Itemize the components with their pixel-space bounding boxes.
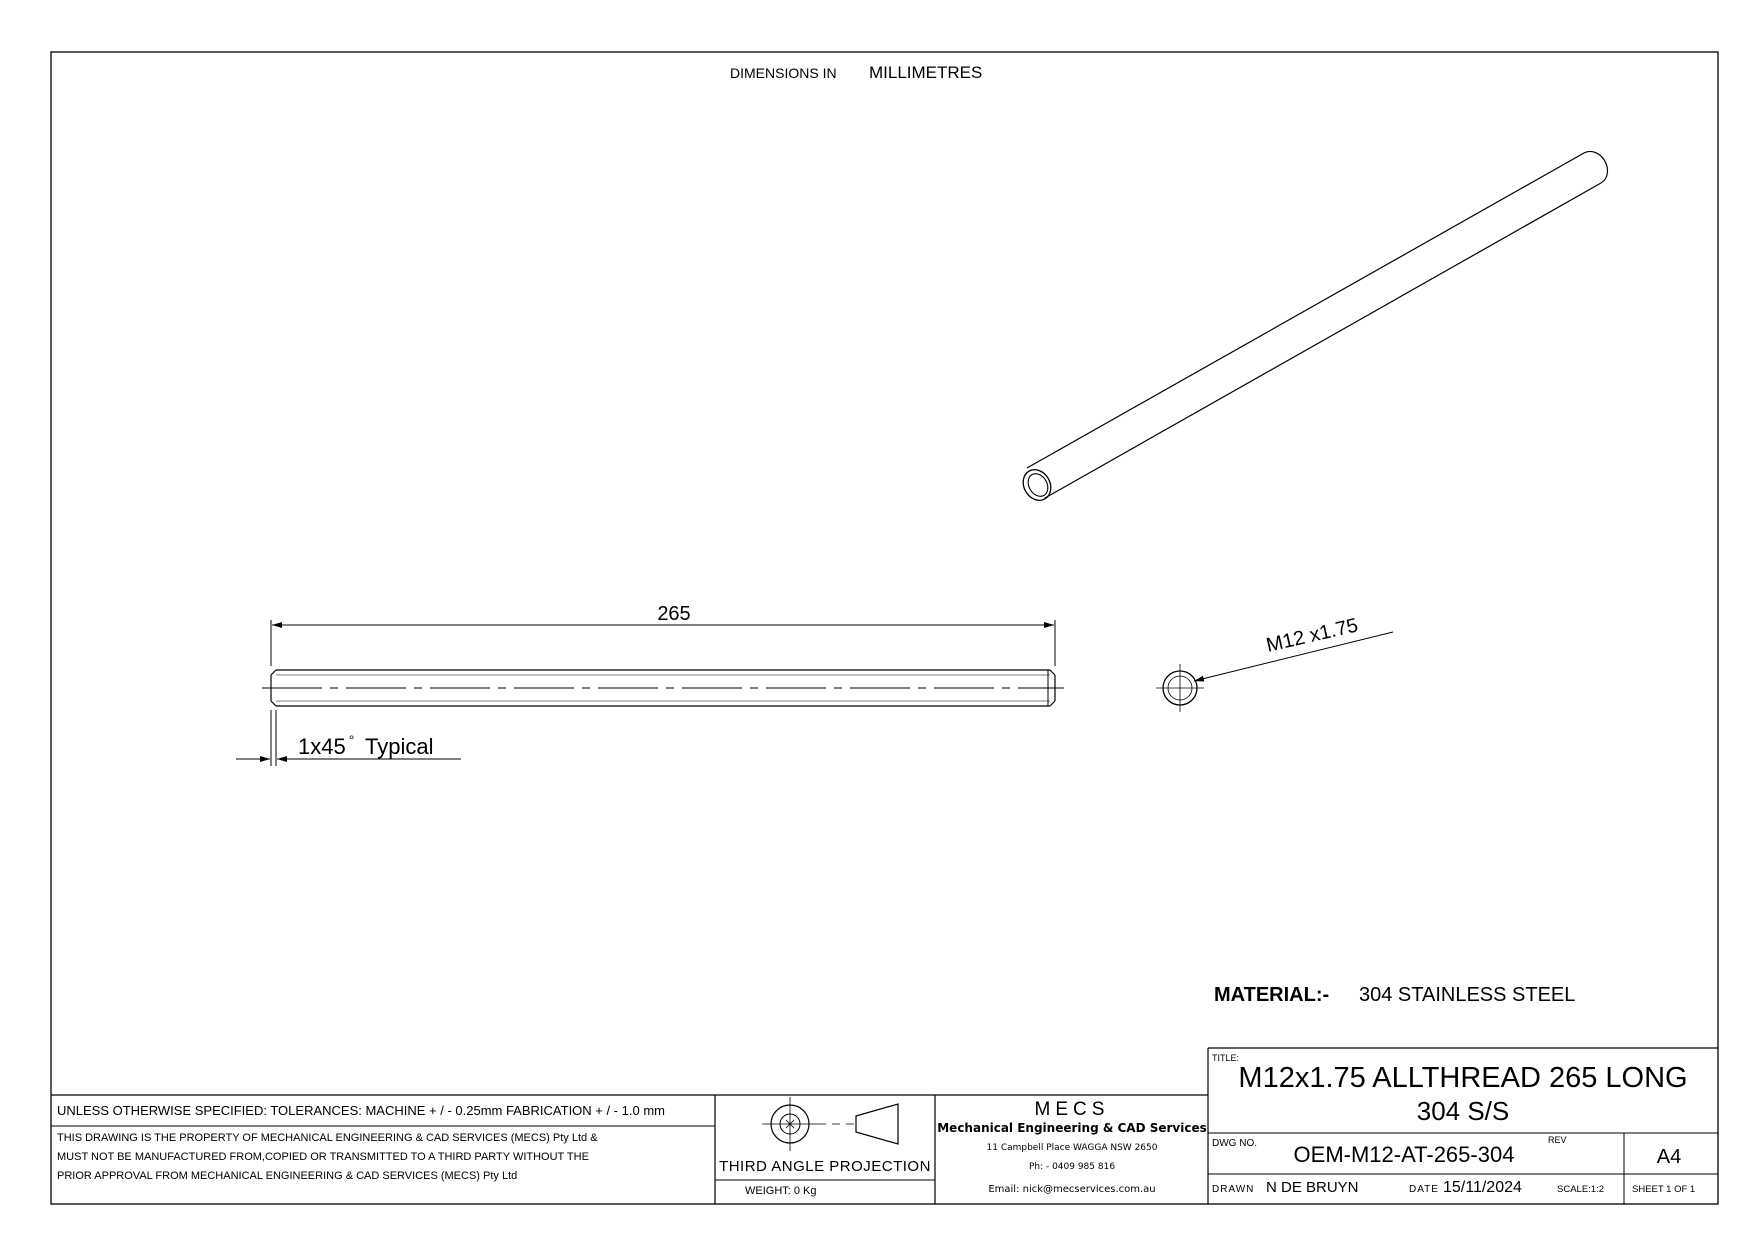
title-line1: M12x1.75 ALLTHREAD 265 LONG — [1238, 1062, 1688, 1094]
drawing-border — [51, 52, 1718, 1204]
weight-value: WEIGHT: 0 Kg — [745, 1185, 817, 1197]
scale-value: SCALE:1:2 — [1557, 1184, 1604, 1195]
length-dimension — [271, 620, 1055, 666]
property-note-line2: MUST NOT BE MANUFACTURED FROM,COPIED OR TRANSMITTED TO A THIRD PARTY WITHOUT THE — [57, 1151, 589, 1163]
sheet-size: A4 — [1656, 1146, 1682, 1168]
property-note-line3: PRIOR APPROVAL FROM MECHANICAL ENGINEERING & CAD SERVICES (MECS) Pty Ltd — [57, 1170, 518, 1182]
drawn-label: DRAWN — [1212, 1184, 1255, 1195]
material-value: 304 STAINLESS STEEL — [1359, 984, 1576, 1006]
date-value: 15/11/2024 — [1443, 1179, 1522, 1196]
projection-label: THIRD ANGLE PROJECTION — [719, 1158, 931, 1175]
dimensions-unit: MILLIMETRES — [869, 63, 983, 82]
material-label: MATERIAL:- — [1214, 984, 1330, 1006]
company-logo: MECS — [1034, 1099, 1110, 1120]
company-phone: Ph: - 0409 985 816 — [1028, 1162, 1116, 1172]
title-line2: 304 S/S — [1416, 1096, 1510, 1126]
thread-callout: M12 x1.75 — [1264, 614, 1361, 657]
dimensions-prefix: DIMENSIONS IN — [730, 65, 837, 81]
third-angle-projection-icon — [762, 1097, 898, 1151]
sheet-number: SHEET 1 OF 1 — [1632, 1184, 1696, 1195]
tolerances-note: UNLESS OTHERWISE SPECIFIED: TOLERANCES: MACHINE + / - 0.25mm FABRICATION + / - 1.0 mm — [57, 1103, 665, 1118]
drawn-by: N DE BRUYN — [1266, 1179, 1359, 1196]
rev-label: REV — [1548, 1135, 1567, 1145]
property-note-line1: THIS DRAWING IS THE PROPERTY OF MECHANICAL ENGINEERING & CAD SERVICES (MECS) Pty Ltd & — [57, 1132, 598, 1144]
company-name: Mechanical Engineering & CAD Services — [937, 1121, 1207, 1135]
dwg-no-label: DWG NO. — [1212, 1138, 1257, 1149]
dwg-no: OEM-M12-AT-265-304 — [1293, 1142, 1515, 1167]
length-dimension-label: 265 — [657, 603, 691, 625]
date-label: DATE — [1409, 1184, 1439, 1195]
company-email: Email: nick@mecservices.com.au — [988, 1184, 1156, 1195]
company-address: 11 Campbell Place WAGGA NSW 2650 — [986, 1143, 1158, 1153]
title-label: TITLE: — [1212, 1053, 1240, 1063]
chamfer-note: 1x45 ° Typical — [298, 732, 434, 759]
isometric-view — [1018, 151, 1608, 505]
front-view — [262, 670, 1064, 706]
